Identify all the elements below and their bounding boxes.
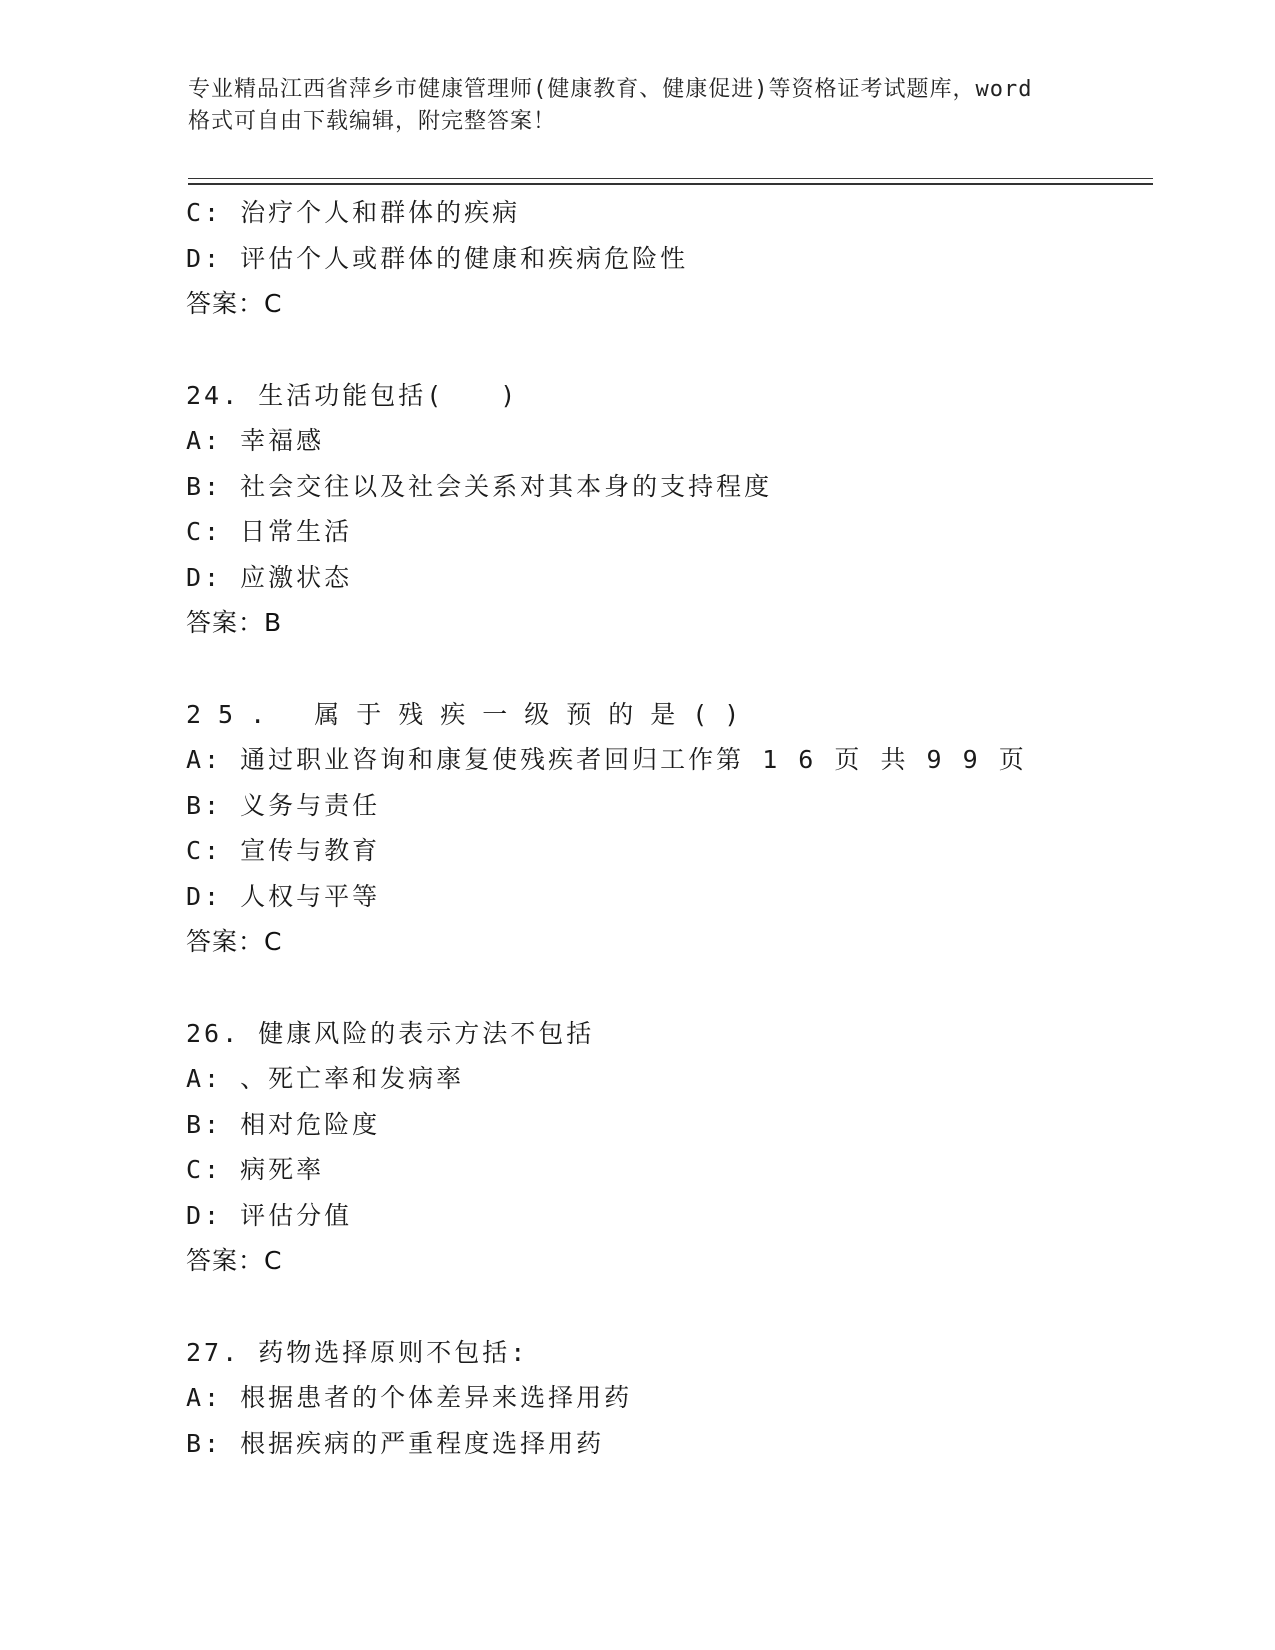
option-b: B: 相对危险度 <box>186 1109 381 1139</box>
option-a: A: 幸福感 <box>186 426 325 455</box>
question-text: 27. 药物选择原则不包括: <box>186 1337 529 1367</box>
option-b: B: 社会交往以及社会关系对其本身的支持程度 <box>186 471 773 501</box>
option-d: D: 评估分值 <box>186 1200 353 1230</box>
header-rule-thick <box>188 183 1153 185</box>
header-rule-thin <box>188 178 1153 179</box>
question-27 <box>186 1330 1186 1467</box>
option-c: C: 病死率 <box>186 1155 325 1184</box>
question-23 <box>186 190 1186 327</box>
answer-text: 答案：B <box>186 608 283 637</box>
document-header <box>188 74 1088 138</box>
option-a: A: 、死亡率和发病率 <box>186 1064 465 1093</box>
option-a: A: 根据患者的个体差异来选择用药 <box>186 1383 633 1412</box>
option-a: A: 通过职业咨询和康复使残疾者回归工作第 1 6 页 共 9 9 页 <box>186 745 1027 774</box>
header-line-1: 专业精品江西省萍乡市健康管理师(健康教育、健康促进)等资格证考试题库，word <box>188 77 1033 102</box>
option-c: C: 日常生活 <box>186 517 353 546</box>
question-24 <box>186 373 1186 646</box>
spacer <box>186 646 1186 692</box>
option-d: D: 评估个人或群体的健康和疾病危险性 <box>186 243 689 273</box>
header-line-2: 格式可自由下载编辑，附完整答案！ <box>188 109 557 134</box>
option-c: C: 宣传与教育 <box>186 836 381 865</box>
question-text: 26. 健康风险的表示方法不包括 <box>186 1018 595 1048</box>
question-text: 25. 属于残疾一级预的是() <box>186 699 757 729</box>
answer-text: 答案：C <box>186 927 283 956</box>
spacer <box>186 1284 1186 1330</box>
question-25 <box>186 692 1186 965</box>
option-b: B: 义务与责任 <box>186 790 381 820</box>
option-d: D: 应激状态 <box>186 562 353 592</box>
option-b: B: 根据疾病的严重程度选择用药 <box>186 1428 605 1458</box>
option-d: D: 人权与平等 <box>186 881 381 911</box>
spacer <box>186 965 1186 1011</box>
question-text: 24. 生活功能包括( ) <box>186 380 519 410</box>
spacer <box>186 327 1186 373</box>
question-list <box>186 190 1186 1466</box>
question-26 <box>186 1011 1186 1284</box>
answer-text: 答案：C <box>186 1246 283 1275</box>
option-c: C: 治疗个人和群体的疾病 <box>186 198 521 227</box>
answer-text: 答案：C <box>186 289 283 318</box>
